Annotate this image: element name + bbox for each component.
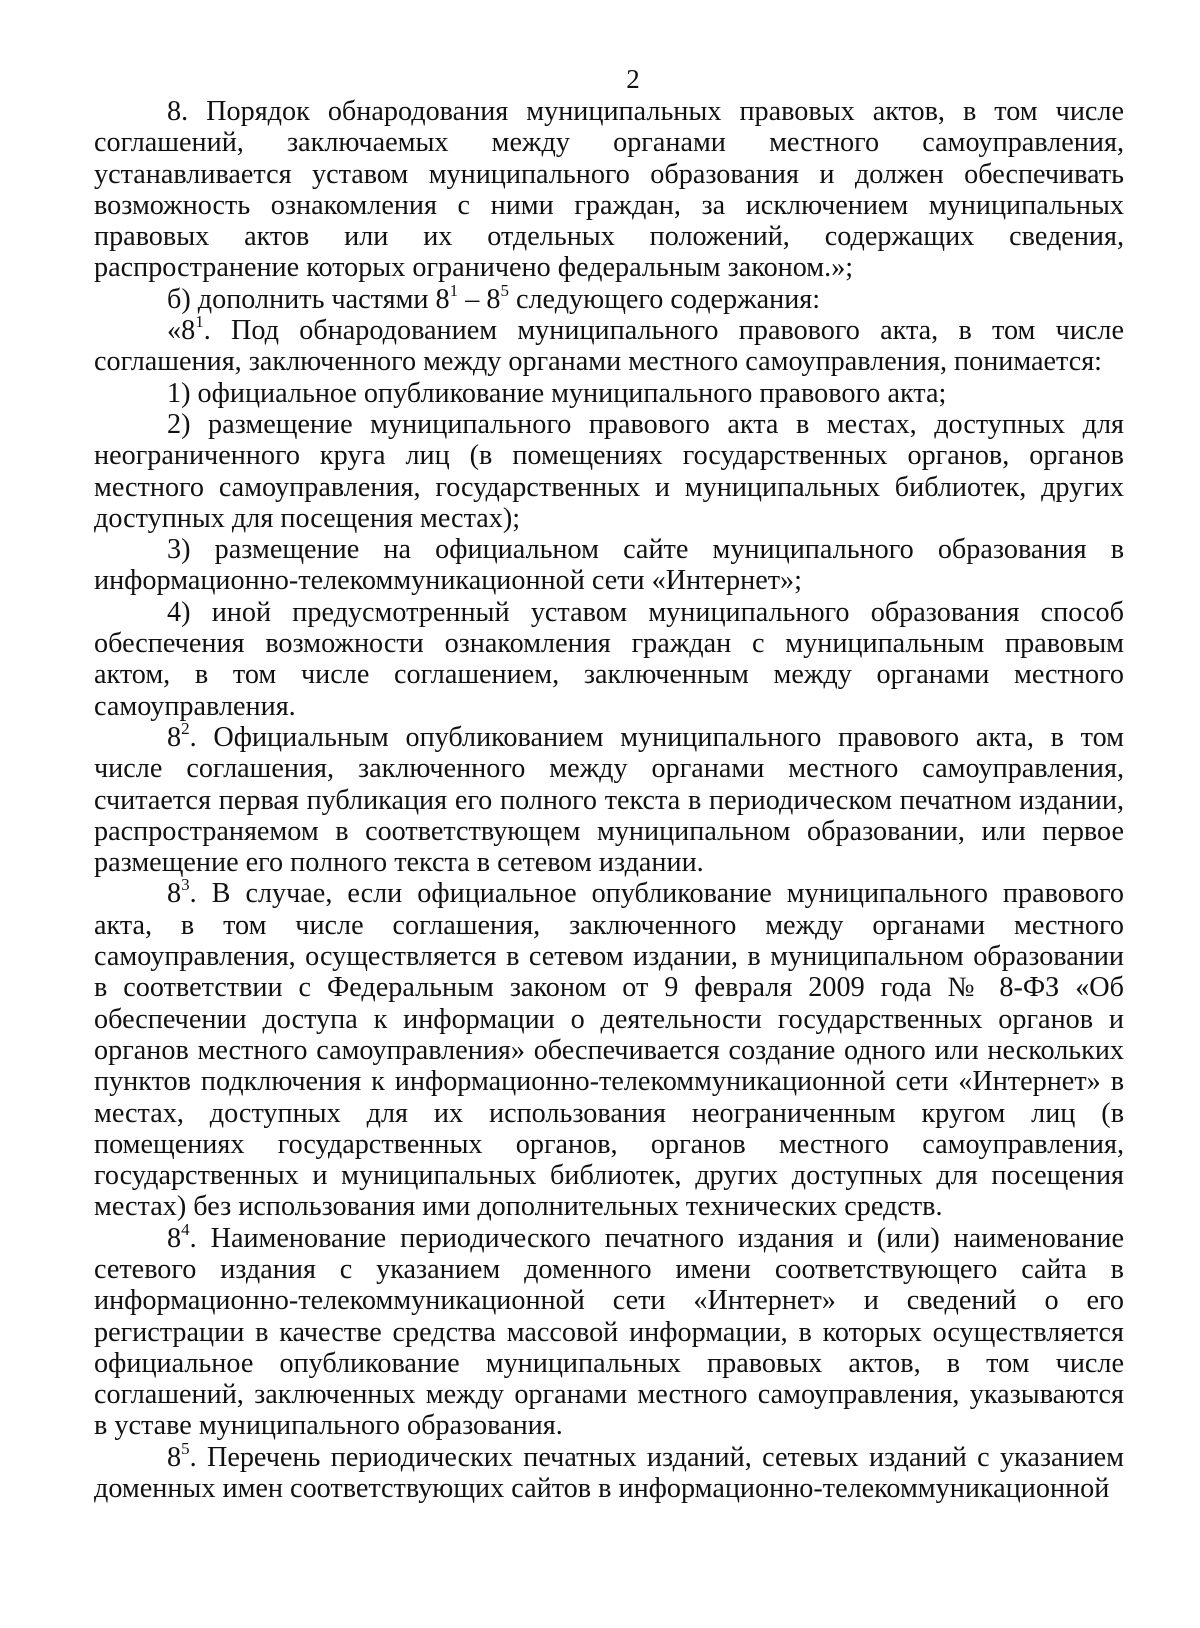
paragraph-8-2 [94, 718, 1124, 879]
superscript: 2 [181, 718, 190, 738]
part-text: . В случае, если официальное опубликование муниципального правового акта, в том числе соглашения, заключенного между органами местного самоуправления, осуществляется в сетевом издании, в муниципальном образовании в соответствии с Федеральным законом от 9 февраля 2009 года № 8-ФЗ «Об обеспечении доступа к информации о деятельности государственных органов и органов местного самоуправления» обеспечивается создание одного или нескольких пунктов подключения к информационно-телекоммуникационной сети «Интернет» в местах, доступных для их использования неограниченным кругом лиц (в помещениях государственных органов, органов местного самоуправления, государственных и муниципальных библиотек, других доступных для посещения местах) без использования ими дополнительных технических средств. [94, 878, 1124, 1223]
list-item-4: 4) иной предусмотренный уставом муниципального образования способ обеспечения возможности ознакомления граждан с муниципальным правовым актом, в том числе соглашением, заключенным между органами местного самоуправления. [94, 596, 1124, 722]
paragraph-8-4 [94, 1219, 1124, 1442]
list-item-1: 1) официальное опубликование муниципального правового акта; [167, 377, 947, 409]
part-number: 8 [167, 1441, 182, 1473]
amendment-b-text-end: следующего содержания: [508, 283, 821, 315]
paragraph-8-5 [94, 1438, 1124, 1505]
paragraph-8-1 [94, 312, 1124, 378]
paragraph-8-3 [94, 875, 1124, 1223]
part-text: . Под обнародованием муниципального правового акта, в том числе соглашения, заключенного между органами местного самоуправления, понимается: [94, 315, 1124, 378]
page-number: 2 [626, 64, 640, 94]
superscript: 5 [181, 1438, 190, 1458]
paragraph-amendment-b [94, 280, 1124, 315]
amendment-b-text-mid: – 8 [458, 283, 501, 315]
list-item-2: 2) размещение муниципального правового акта в местах, доступных для неограниченного круга лиц (в помещениях государственных органов, органов местного самоуправления, государственных и муниципальных библиотек, других доступных для посещения местах); [94, 408, 1124, 534]
superscript: 1 [449, 280, 459, 300]
part-text: . Наименование периодического печатного издания и (или) наименование сетевого издания с указанием доменного имени соответствующего сайта в информационно-телекоммуникационной сети «Интернет» и сведений о его регистрации в качестве средства массовой информации, в которых осуществляется официальное опубликование муниципальных правовых актов, в том числе соглашений, заключенных между органами местного самоуправления, указываются в уставе муниципального образования. [94, 1222, 1124, 1442]
paragraph-8: 8. Порядок обнародования муниципальных правовых актов, в том числе соглашений, заключаемых между органами местного самоуправления, устанавливается уставом муниципального образования и должен обеспечивать возможность ознакомления с ними граждан, за исключением муниципальных правовых актов или их отдельных положений, содержащих сведения, распространение которых ограничено федеральным законом.»; [94, 96, 1124, 284]
part-number: «8 [167, 315, 196, 347]
superscript: 1 [195, 312, 204, 332]
amendment-b-text-start: б) дополнить частями 8 [167, 283, 450, 315]
part-number: 8 [167, 878, 182, 910]
document-body [94, 96, 1124, 1504]
part-number: 8 [167, 1222, 182, 1254]
superscript: 4 [181, 1219, 190, 1239]
list-item-3: 3) размещение на официальном сайте муниципального образования в информационно-телекоммуникационной сети «Интернет»; [94, 534, 1124, 597]
superscript: 5 [500, 280, 509, 300]
part-text: . Перечень периодических печатных изданий, сетевых изданий с указанием доменных имен соответствующих сайтов в информационно-телекоммуникационной [94, 1441, 1124, 1505]
part-number: 8 [167, 721, 182, 753]
part-text: . Официальным опубликованием муниципального правового акта, в том числе соглашения, заключенного между органами местного самоуправления, считается первая публикация его полного текста в периодическом печатном издании, распространяемом в соответствующем муниципальном образовании, или первое размещение его полного текста в сетевом издании. [94, 721, 1124, 879]
superscript: 3 [181, 875, 190, 895]
